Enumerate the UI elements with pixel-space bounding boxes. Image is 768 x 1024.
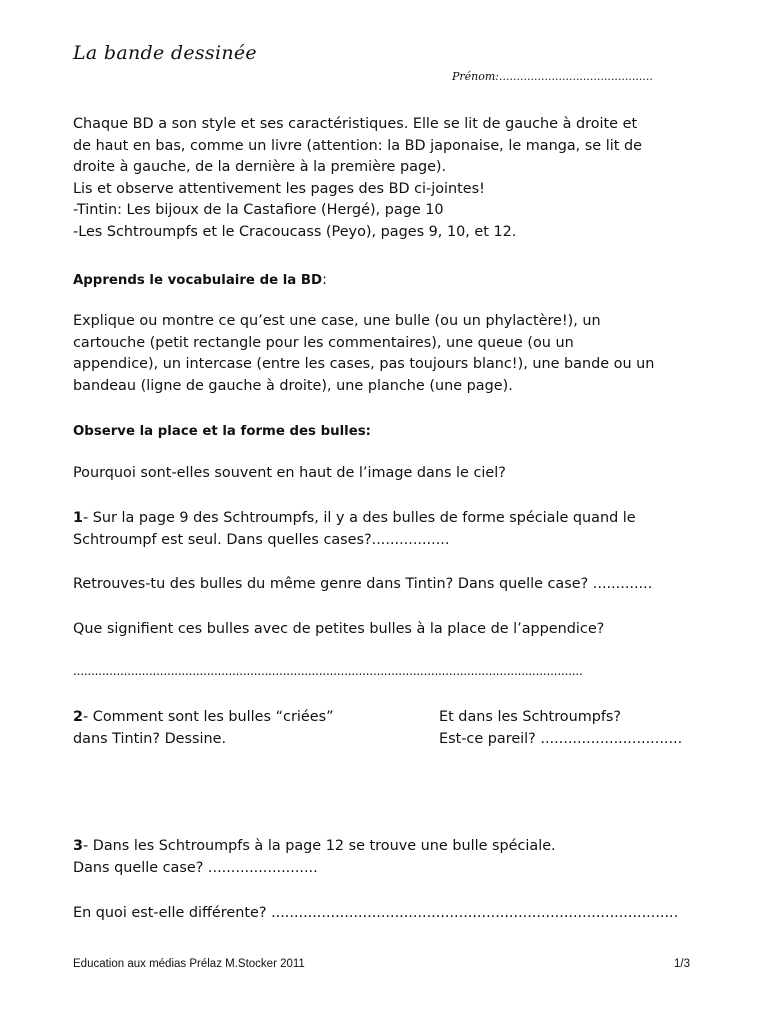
q2-left2: dans Tintin? Dessine. bbox=[73, 730, 227, 747]
vocab-line: cartouche (petit rectangle pour les commentaires), une queue (ou un bbox=[73, 334, 574, 351]
intro-line: -Les Schtroumpfs et le Cracoucass (Peyo), pages 9, 10, et 12. bbox=[73, 223, 517, 240]
q2-right2: Est-ce pareil? ............................... bbox=[439, 730, 683, 747]
intro-line: Lis et observe attentivement les pages des BD ci-jointes! bbox=[73, 180, 485, 197]
q3-line2: Dans quelle case? ........................ bbox=[73, 859, 318, 876]
q3-diff-text: En quoi est-elle différente? ......................................................................................... bbox=[73, 905, 679, 921]
q1-line1: - Sur la page 9 des Schtroumpfs, il y a des bulles de forme spéciale quand le bbox=[83, 510, 636, 526]
bulles-question-text: Pourquoi sont-elles souvent en haut de l’image dans le ciel? bbox=[73, 465, 506, 481]
intro-paragraph bbox=[73, 114, 713, 243]
q2-number: 2 bbox=[73, 709, 84, 725]
vocab-paragraph bbox=[73, 311, 713, 397]
bulles-heading-text: Observe la place et la forme des bulles: bbox=[73, 424, 371, 439]
question-2-right bbox=[439, 707, 739, 750]
q1-answer-line[interactable] bbox=[73, 661, 713, 683]
vocab-heading-colon: : bbox=[322, 272, 327, 288]
q2-left1: - Comment sont les bulles “criées” bbox=[83, 709, 334, 725]
bulles-question bbox=[73, 463, 713, 485]
q3-line1: - Dans les Schtroumpfs à la page 12 se trouve une bulle spéciale. bbox=[83, 838, 556, 854]
q3-difference bbox=[73, 903, 713, 925]
vocab-line: bandeau (ligne de gauche à droite), une planche (une page). bbox=[73, 377, 513, 394]
footer-page-number: 1/3 bbox=[674, 958, 690, 970]
intro-line: droite à gauche, de la dernière à la première page). bbox=[73, 159, 447, 175]
prenom-field[interactable] bbox=[452, 70, 653, 83]
vocab-heading-text: Apprends le vocabulaire de la BD bbox=[73, 273, 323, 288]
q3-number: 3 bbox=[73, 838, 84, 854]
intro-line: de haut en bas, comme un livre (attention: la BD japonaise, le manga, se lit de bbox=[73, 137, 642, 154]
question-3 bbox=[73, 836, 713, 879]
vocab-line: appendice), un intercase (entre les cases, pas toujours blanc!), une bande ou un bbox=[73, 356, 655, 372]
q1-line2: Schtroumpf est seul. Dans quelles cases?................. bbox=[73, 531, 450, 548]
q1-meaning bbox=[73, 619, 713, 641]
page-title: La bande dessinée bbox=[73, 42, 257, 64]
vocab-heading bbox=[73, 270, 713, 292]
q1-tintin bbox=[73, 574, 713, 596]
q1-number: 1 bbox=[73, 510, 84, 526]
question-1 bbox=[73, 508, 713, 551]
q2-right1: Et dans les Schtroumpfs? bbox=[439, 709, 622, 725]
intro-line: Chaque BD a son style et ses caractéristiques. Elle se lit de gauche à droite et bbox=[73, 116, 638, 132]
vocab-line: Explique ou montre ce qu’est une case, une bulle (ou un phylactère!), un bbox=[73, 313, 601, 329]
q1-answer-dots: ............................................................................................................................................. bbox=[73, 664, 583, 678]
q1-tintin-text: Retrouves-tu des bulles du même genre dans Tintin? Dans quelle case? ............. bbox=[73, 576, 653, 592]
intro-line: -Tintin: Les bijoux de la Castafiore (Hergé), page 10 bbox=[73, 202, 444, 218]
q1-meaning-text: Que signifient ces bulles avec de petites bulles à la place de l’appendice? bbox=[73, 621, 605, 637]
prenom-blank: ............................................ bbox=[499, 70, 653, 83]
footer-credit: Education aux médias Prélaz M.Stocker 2011 bbox=[73, 958, 305, 970]
bulles-heading bbox=[73, 421, 713, 443]
prenom-label: Prénom: bbox=[452, 70, 500, 83]
